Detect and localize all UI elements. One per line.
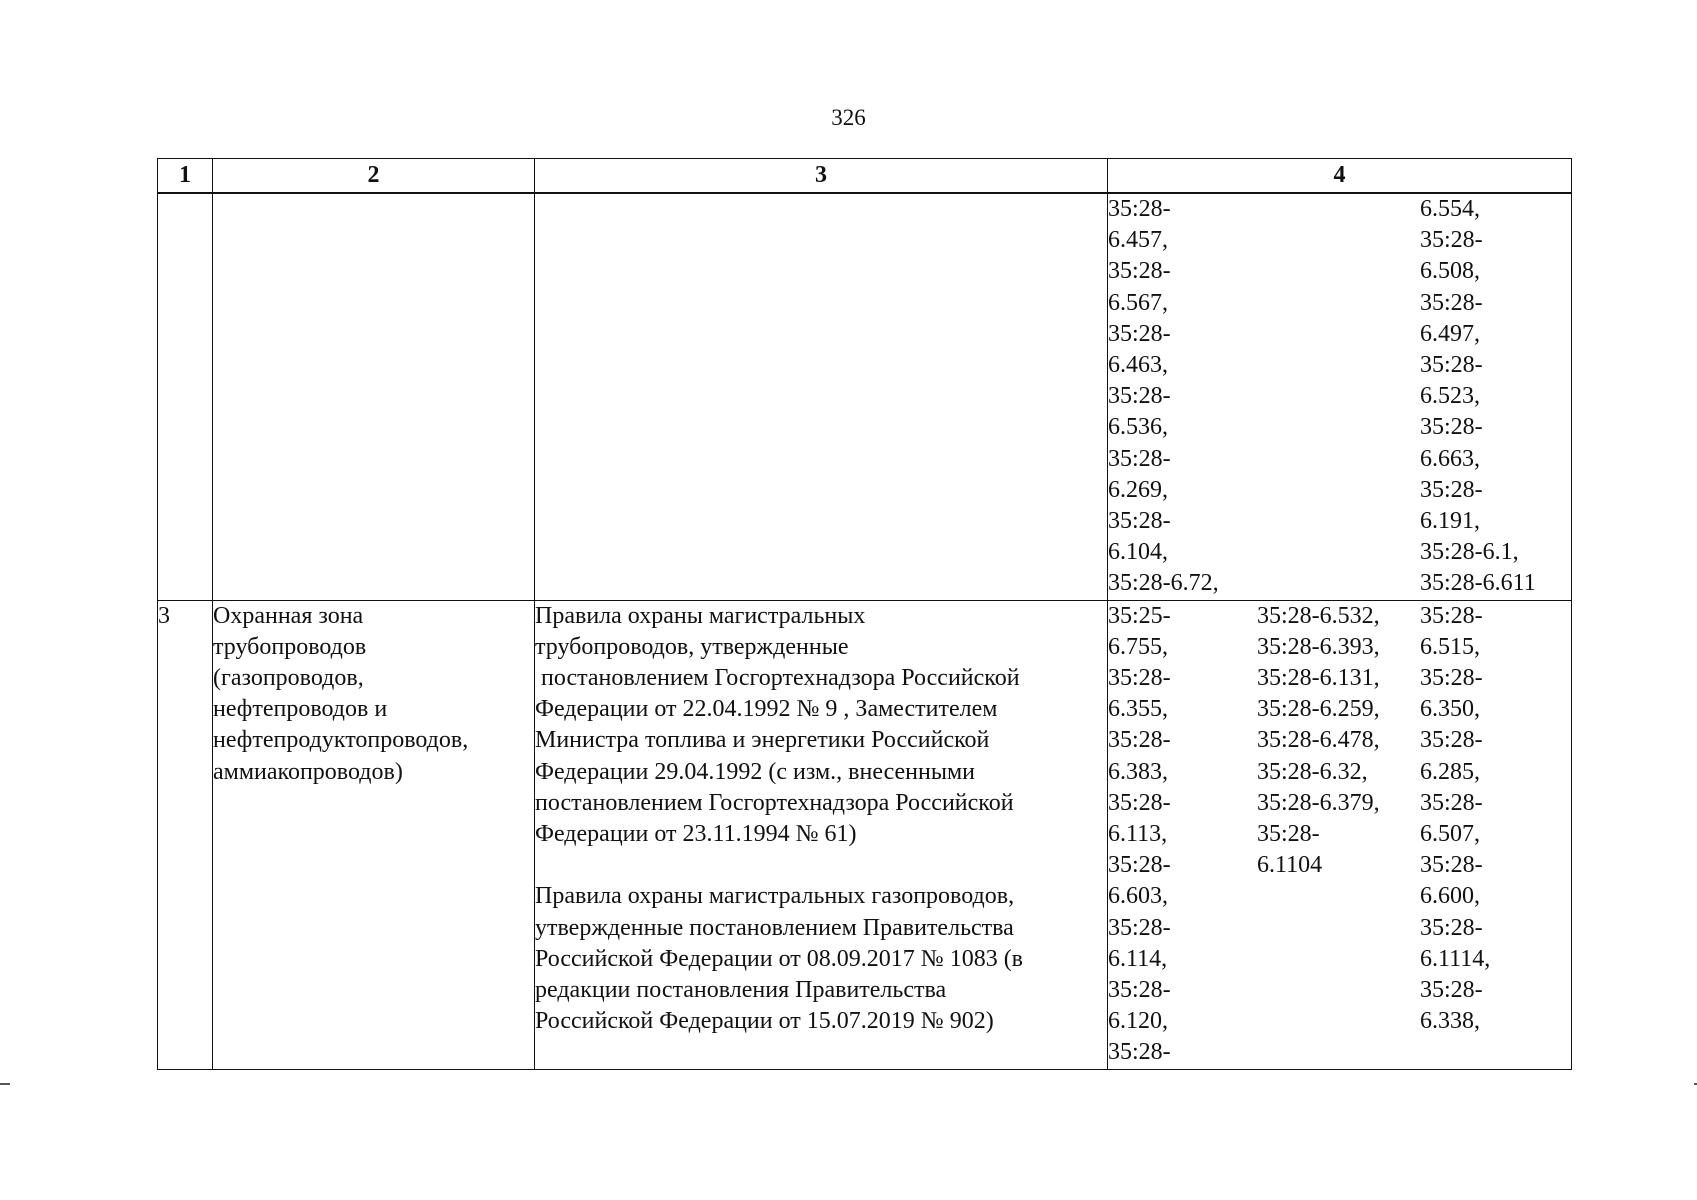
cadastral-number: 6.191,: [1420, 508, 1480, 535]
cadastral-number: 35:28-6.532,: [1257, 602, 1380, 629]
cadastral-number: 35:28-6.32,: [1257, 758, 1368, 785]
zone-name-line: трубопроводов: [213, 633, 367, 660]
cadastral-grid: [1108, 194, 1571, 600]
cadastral-number: 35:28-: [1420, 789, 1483, 816]
cadastral-number: 6.1114,: [1420, 945, 1491, 972]
regulation-line: постановлением Госгортехнадзора Российской: [535, 665, 1020, 692]
cadastral-number: 6.600,: [1420, 883, 1480, 910]
cadastral-number: 6.463,: [1108, 352, 1168, 379]
cadastral-number: 6.114,: [1108, 945, 1168, 972]
cadastral-number: 6.755,: [1108, 633, 1168, 660]
cadastral-number: 35:28-: [1108, 445, 1171, 472]
regulation-line: Федерации от 22.04.1992 № 9 , Заместителем: [535, 696, 998, 723]
row-number-cell: [158, 193, 213, 600]
cadastral-column: [1420, 194, 1571, 600]
cadastral-number: 35:28-: [1420, 852, 1483, 879]
cadastral-number: 35:28-: [1420, 914, 1483, 941]
regulation-line: Федерации 29.04.1992 (с изм., внесенными: [535, 758, 976, 785]
regulation-line: Правила охраны магистральных газопроводов,: [535, 883, 1015, 910]
cadastral-number: 35:28-6.379,: [1257, 789, 1380, 816]
cadastral-number: 35:25-: [1108, 602, 1171, 629]
cadastral-number: 6.285,: [1420, 758, 1480, 785]
zone-name-line: нефтепродуктопроводов,: [213, 727, 469, 754]
cadastral-number: 6.355,: [1108, 696, 1168, 723]
cadastral-number: 6.567,: [1108, 289, 1168, 316]
cadastral-number: 6.269,: [1108, 476, 1168, 503]
cadastral-number: 6.497,: [1420, 320, 1480, 347]
cadastral-number: 6.536,: [1108, 414, 1168, 441]
cadastral-number: 35:28-: [1108, 196, 1171, 222]
regulation-line: редакции постановления Правительства: [535, 977, 947, 1004]
cadastral-number: 35:28-: [1108, 508, 1171, 535]
paragraph-gap: [535, 850, 1107, 881]
cadastral-number: 35:28-6.259,: [1257, 696, 1380, 723]
cadastral-number: 35:28-6.72,: [1108, 570, 1219, 597]
cadastral-number: 35:28-: [1108, 789, 1171, 816]
cadastral-number: 35:28-: [1108, 383, 1171, 410]
cadastral-number: 35:28-: [1420, 977, 1483, 1004]
cadastral-cell: [1108, 600, 1572, 1069]
cadastral-number: 35:28-: [1420, 352, 1483, 379]
cadastral-number: 6.1104: [1257, 852, 1323, 879]
regulation-line: Правила охраны магистральных: [535, 602, 866, 629]
cadastral-number: 35:28-: [1420, 227, 1483, 254]
table-row: [158, 193, 1572, 600]
zone-name-cell: [213, 600, 535, 1069]
regulation-line: утвержденные постановлением Правительства: [535, 914, 1014, 941]
cadastral-number: 35:28-: [1420, 727, 1483, 754]
cadastral-number: 35:28-: [1108, 320, 1171, 347]
cadastral-number: 6.338,: [1420, 1008, 1480, 1035]
zone-name-line: аммиакопроводов): [213, 758, 403, 785]
row-number-cell: 3: [158, 600, 213, 1069]
cadastral-number: 6.383,: [1108, 758, 1168, 785]
cadastral-number: 35:28-6.1,: [1420, 539, 1519, 566]
cadastral-number: 6.113,: [1108, 821, 1168, 848]
regulation-line: Российской Федерации от 15.07.2019 № 902): [535, 1008, 994, 1035]
cadastral-number: 35:28-: [1420, 476, 1483, 503]
column-header-4: 4: [1108, 159, 1572, 194]
cadastral-cell: [1108, 193, 1572, 600]
cadastral-number: 6.663,: [1420, 445, 1480, 472]
cadastral-number: 6.507,: [1420, 821, 1480, 848]
regulation-cell: [535, 600, 1108, 1069]
regulation-line: Российской Федерации от 08.09.2017 № 1083 (в: [535, 945, 1024, 972]
cadastral-number: 35:28-: [1108, 727, 1171, 754]
cadastral-number: 6.350,: [1420, 696, 1480, 723]
cadastral-column: [1420, 601, 1571, 1069]
table-row: [158, 600, 1572, 1069]
cadastral-column: [1257, 601, 1420, 1069]
cadastral-number: 35:28-: [1257, 821, 1320, 848]
cadastral-column: [1108, 194, 1257, 600]
cadastral-number: 35:28-: [1420, 665, 1483, 692]
column-header-2: 2: [213, 159, 535, 194]
zone-name-line: нефтепроводов и: [213, 696, 388, 723]
regulation-line: Федерации от 23.11.1994 № 61): [535, 821, 857, 848]
scan-edge-mark: [0, 1083, 10, 1085]
cadastral-number: 6.523,: [1420, 383, 1480, 410]
regulation-line: трубопроводов, утвержденные: [535, 633, 849, 660]
cadastral-number: 35:28-: [1108, 258, 1171, 285]
table-header-row: [158, 159, 1572, 194]
zone-name-line: Охранная зона: [213, 602, 364, 629]
cadastral-number: 6.603,: [1108, 883, 1168, 910]
cadastral-number: 35:28-: [1108, 1039, 1171, 1066]
cadastral-number: 6.120,: [1108, 1008, 1168, 1035]
cadastral-number: 35:28-: [1108, 852, 1171, 879]
column-header-3: 3: [535, 159, 1108, 194]
cadastral-number: 35:28-6.131,: [1257, 665, 1380, 692]
zones-table: [157, 158, 1572, 1070]
column-header-1: 1: [158, 159, 213, 194]
cadastral-number: 35:28-6.393,: [1257, 633, 1380, 660]
cadastral-number: 6.508,: [1420, 258, 1480, 285]
cadastral-number: 35:28-: [1420, 289, 1483, 316]
cadastral-number: 35:28-: [1420, 414, 1483, 441]
cadastral-number: 35:28-: [1108, 914, 1171, 941]
cadastral-number: 35:28-6.611: [1420, 570, 1536, 597]
cadastral-grid: [1108, 601, 1571, 1069]
cadastral-number: 6.457,: [1108, 227, 1168, 254]
cadastral-number: 35:28-: [1108, 665, 1171, 692]
cadastral-number: 6.515,: [1420, 633, 1480, 660]
regulation-line: постановлением Госгортехнадзора Российской: [535, 789, 1014, 816]
cadastral-number: 35:28-6.478,: [1257, 727, 1380, 754]
regulation-line: Министра топлива и энергетики Российской: [535, 727, 990, 754]
page-number: 326: [831, 105, 866, 130]
cadastral-number: 35:28-: [1108, 977, 1171, 1004]
zone-name-line: (газопроводов,: [213, 665, 364, 692]
cadastral-number: 35:28-: [1420, 602, 1483, 629]
cadastral-number: 6.554,: [1420, 196, 1480, 222]
regulation-cell: [535, 193, 1108, 600]
cadastral-column: [1257, 194, 1420, 600]
zone-name-cell: [213, 193, 535, 600]
table-body: [158, 193, 1572, 1069]
cadastral-column: [1108, 601, 1257, 1069]
cadastral-number: 6.104,: [1108, 539, 1168, 566]
